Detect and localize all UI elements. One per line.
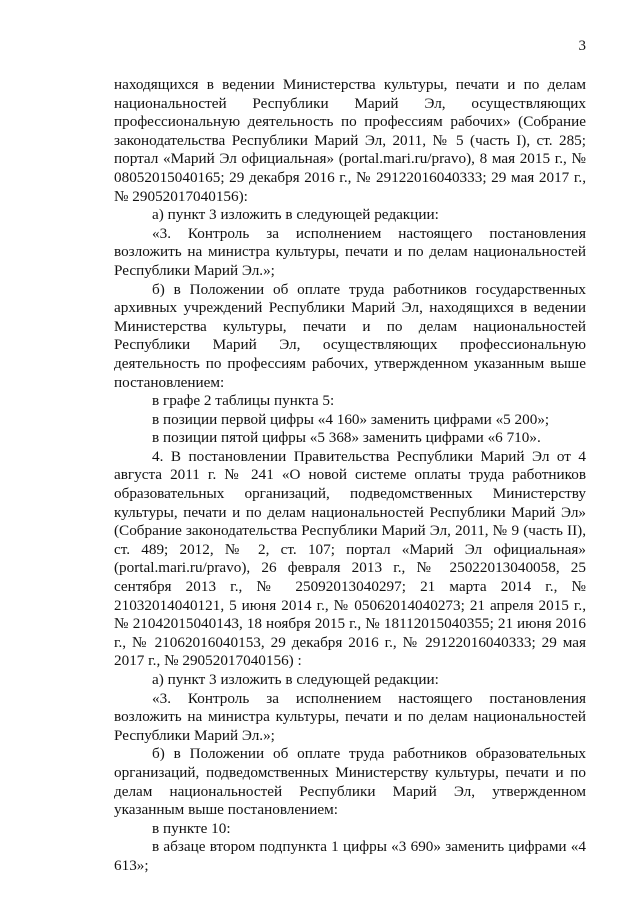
paragraph-item-3b: б) в Положении об оплате труда работников государственных архивных учреждений Республики Марий Эл, находящихся в ведении Министерства культуры, печати и по делам национальностей Республики Марий Эл, осуществляющих профессиональную деятельность по профессиям рабочих, утвержденном указанным выше постановлением:: [114, 280, 586, 391]
paragraph-item-3a: а) пункт 3 изложить в следующей редакции:: [152, 206, 439, 224]
document-body: [114, 76, 586, 876]
paragraph-continuation: находящихся в ведении Министерства культуры, печати и по делам национальностей Республики Марий Эл, осуществляющих профессиональную деятельность по профессиям рабочих» (Собрание законодательства Республики Марий Эл, 2011, № 5 (часть I), ст. 285; портал «Марий Эл официальная» (portal.mari.ru/pravo), 8 мая 2015 г., № 08052015040165; 29 декабря 2016 г., № 29122016040333; 29 мая 2017 г., № 29052017040156):: [114, 76, 586, 205]
paragraph-quote-control-2: «3. Контроль за исполнением настоящего постановления возложить на министра культуры, печати и по делам национальностей Республики Марий Эл.»;: [114, 689, 586, 744]
paragraph-table-column: в графе 2 таблицы пункта 5:: [152, 392, 335, 410]
paragraph-subpoint-1: в абзаце втором подпункта 1 цифры «3 690» заменить цифрами «4 613»;: [114, 838, 586, 874]
paragraph-position-first: в позиции первой цифры «4 160» заменить цифрами «5 200»;: [152, 410, 550, 428]
paragraph-quote-control: «3. Контроль за исполнением настоящего постановления возложить на министра культуры, печати и по делам национальностей Республики Марий Эл.»;: [114, 224, 586, 279]
paragraph-point-10: в пункте 10:: [152, 819, 231, 837]
paragraph-item-4b: б) в Положении об оплате труда работников образовательных организаций, подведомственных Министерству культуры, печати и по делам национальностей Республики Марий Эл, утвержденном указанным выше постановлением:: [114, 745, 586, 819]
page-number: 3: [578, 38, 586, 54]
paragraph-position-fifth: в позиции пятой цифры «5 368» заменить цифрами «6 710».: [152, 429, 541, 447]
paragraph-item-4a: а) пункт 3 изложить в следующей редакции:: [152, 671, 439, 688]
paragraph-section-4: 4. В постановлении Правительства Республики Марий Эл от 4 августа 2011 г. № 241 «О новой системе оплаты труда работников образовательных организаций, подведомственных Министерству культуры, печати и по делам национальностей Республики Марий Эл» (Собрание законодательства Республики Марий Эл, 2011, № 9 (часть II), ст. 489; 2012, № 2, ст. 107; портал «Марий Эл официальная» (portal.mari.ru/pravo), 26 февраля 2013 г., № 25022013040058, 25 сентября 2013 г., № 25092013040297; 21 марта 2014 г., № 21032014040121, 5 июня 2014 г., № 05062014040273; 21 апреля 2015 г., № 21042015040143, 18 ноября 2015 г., № 18112015040355; 21 июня 2016 г., № 21062016040153, 29 декабря 2016 г., № 29122016040333; 29 мая 2017 г., № 29052017040156) :: [114, 447, 586, 670]
